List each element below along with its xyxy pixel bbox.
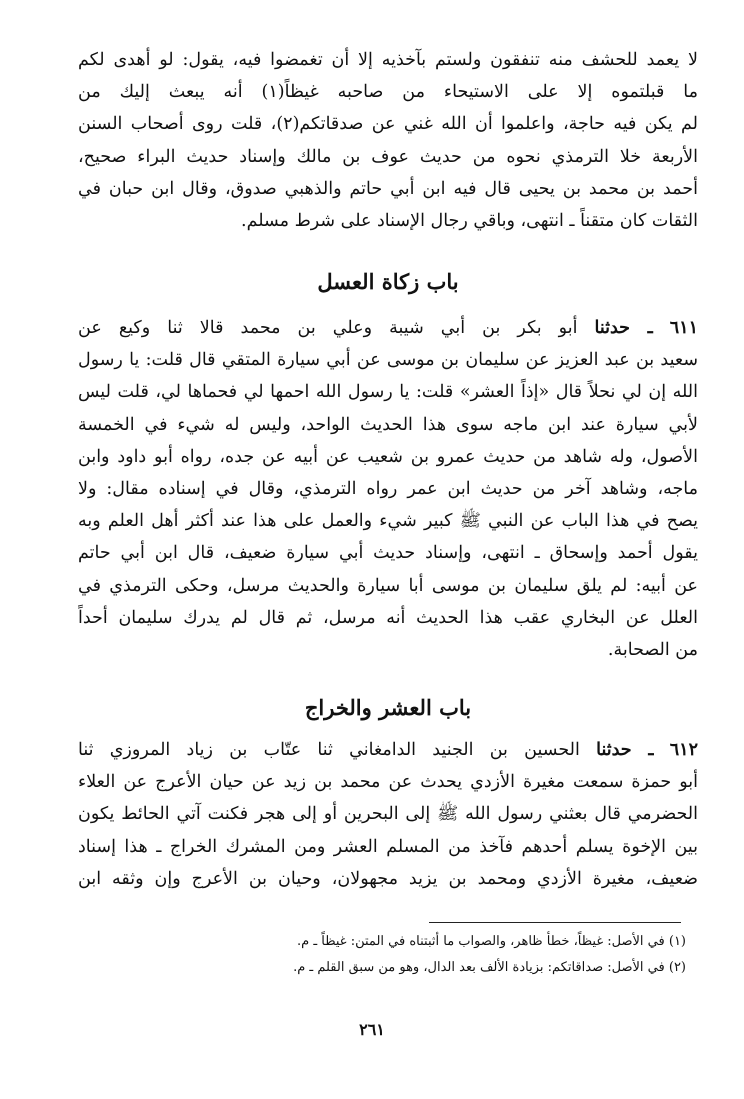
haddathana-label: ـ حدثنا [594, 318, 653, 338]
text-line: الثقات كان متقناً ـ انتهى، وباقي رجال الإسناد على شرط مسلم. [241, 211, 698, 232]
hadith-first-line [78, 734, 698, 766]
text-line: بين الإخوة يسلم أحدهم فآخذ من المسلم العشر ومن المشرك الخراج ـ هذا إسناد [78, 836, 698, 857]
text-line: لأبي سيارة عند ابن ماجه سوى هذا الحديث الواحد، وليس له شيء في الخمسة [78, 414, 698, 435]
paragraph-continuation [78, 44, 698, 237]
text-line: من الصحابة. [607, 640, 698, 661]
text-line: الله إن لي نحلاً قال «إذاً العشر» قلت: يا رسول الله احمها لي فحماها لي، قلت ليس [78, 382, 698, 403]
footnote-2: (٢) في الأصل: صداقاتكم: بزيادة الألف بعد الدال، وهو من سبق القلم ـ م. [293, 960, 686, 975]
text-line: لا يعمد للحشف منه تنفقون ولستم بآخذيه إلا أن تغمضوا فيه، يقول: لو أهدى لكم [78, 50, 698, 70]
text-line: يصح في هذا الباب عن النبي ﷺ كبير شيء والعمل على هذا عند أكثر أهل العلم وبه [78, 511, 698, 532]
text-line: الحضرمي قال بعثني رسول الله ﷺ إلى البحرين أو إلى هجر فكنت آتي الحائط يكون [78, 804, 698, 825]
page-number: ٢٦١ [359, 1020, 385, 1039]
hadith-number: ٦١١ [669, 318, 698, 338]
footnote-divider [429, 922, 681, 923]
hadith-first-line [78, 312, 698, 344]
text-line: ما قبلتموه إلا على الاستيحاء من صاحبه غيظاً(١) أنه يبعث إليك من [78, 82, 698, 103]
text-line: أبو حمزة سمعت مغيرة الأزدي يحدث عن محمد بن زيد عن حيان الأعرج عن العلاء [78, 772, 698, 793]
footnotes [78, 929, 686, 981]
text-line: العلل عن البخاري عقب هذا الحديث أنه مرسل، ثم قال لم يدرك سليمان أحداً [78, 607, 698, 628]
section-heading-tithe-kharaj: باب العشر والخراج [304, 695, 472, 720]
text-line: أحمد بن محمد بن يحيى قال فيه ابن أبي حاتم والذهبي صدوق، وقال ابن حبان في [78, 178, 698, 199]
hadith-text: الحسين بن الجنيد الدامغاني ثنا عتّاب بن زياد المروزي ثنا [78, 740, 580, 760]
text-line: ضعيف، مغيرة الأزدي ومحمد بن يزيد مجهولان، وحيان بن الأعرج وإن وثقه ابن [78, 868, 698, 889]
text-line: عن أبيه: لم يلق سليمان بن موسى أبا سيارة والحديث مرسل، وحكى الترمذي في [78, 575, 698, 596]
footnote-1: (١) في الأصل: غيظاً، خطأ ظاهر، والصواب ما أثبتناه في المتن: غيظاً ـ م. [297, 934, 686, 949]
hadith-611 [78, 312, 698, 666]
text-line: الأصول، وله شاهد من حديث عمرو بن شعيب عن أبيه عن جده، رواه أبو داود وابن [78, 446, 698, 467]
haddathana-label: ـ حدثنا [596, 740, 654, 760]
hadith-612 [78, 734, 698, 895]
text-line: يقول أحمد وإسحاق ـ انتهى، وإسناد حديث أبي سيارة ضعيف، قال ابن أبي حاتم [78, 543, 698, 564]
section-heading-honey-zakat: باب زكاة العسل [317, 269, 459, 294]
hadith-text: أبو بكر بن أبي شيبة وعلي بن محمد قالا ثنا وكيع عن [78, 318, 578, 338]
text-line: سعيد بن عبد العزيز عن سليمان بن موسى عن أبي سيارة المتقي قال قلت: يا رسول [78, 350, 698, 371]
text-line: لم يكن فيه حاجة، واعلموا أن الله غني عن صدقاتكم(٢)، قلت روى أصحاب السنن [78, 114, 698, 135]
text-line: ماجه، وشاهد آخر من حديث ابن عمر رواه الترمذي، وقال في إسناده مقال: ولا [78, 479, 698, 500]
text-line: الأربعة خلا الترمذي نحوه من حديث عوف بن مالك وإسناد حديث البراء صحيح، [78, 146, 698, 167]
hadith-number: ٦١٢ [669, 740, 698, 760]
